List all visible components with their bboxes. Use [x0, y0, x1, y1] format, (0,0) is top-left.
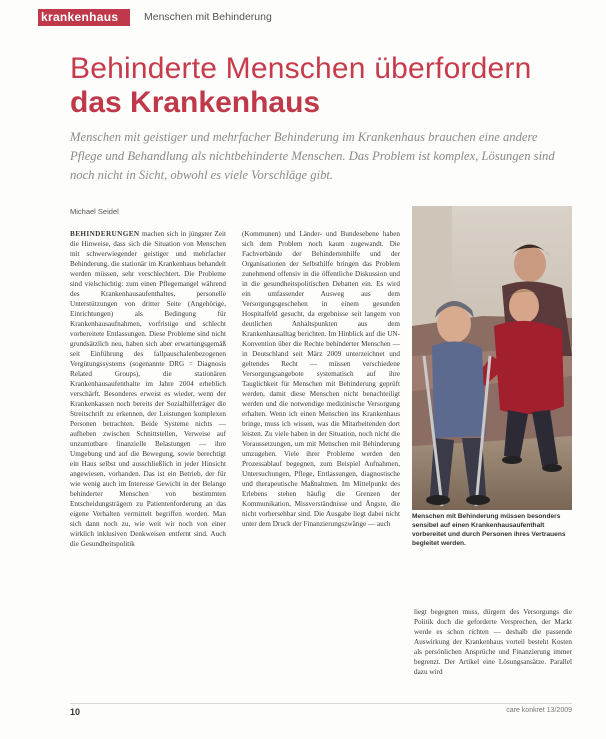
footer-divider: [70, 703, 572, 704]
column-2-text: (Kommunen) und Länder- und Bundesebene haben sich dem Problem noch kaum zugewandt. Die Fachverbände der Behindertenhilfe und der Organisationen der Selbsthilfe bringen das Problem zunehmend offensiv in die öffentliche Diskussion und in die gesundheitspolitischen Debatten ein. Es wird ein umfassender Ausweg aus dem Versorgungsgeschehen in einem gesunden Hospitalfeld gesucht, da ergebnisse seit langem von deutlichen Anhaltspunkten aus dem Krankenhausalltag berichten. Im Hinblick auf die UN-Konvention über die Rechte behinderter Menschen — in Deutschland seit März 2009 unterzeichnet und geltendes Recht — müssen verschiedene Versorgungsangebote systematisch auf ihre Tauglichkeit für Menschen mit Behinderung geprüft werden, damit diese Menschen nicht benachteiligt werden und die notwendige medizinische Versorgung erhalten. Wenn ich einen Menschen ins Krankenhaus bringe, muss ich wissen, was die Mitarbeitenden dort leisten. Zu viele haben in der Situation, noch nicht die Voraussetzungen, um mit Menschen mit Behinderung umzugehen. Viele ihrer Probleme werden den Prozessablauf begegnen, zum Beispiel Aufnahmen, Untersuchungen, Pflege, Entlassungen, diagnostische und therapeutische Maßnahmen. Im Mittelpunkt des Erlebens stehen häufig die Grenzen der Kommunikation, Missverständnisse und Ängste, die nicht vorhersehbar sind. Die Ausgabe liegt dabei nicht unter dem Druck der Finanzierungszwänge — auch: [242, 230, 400, 529]
article-column-3: [414, 607, 572, 697]
headline-line-1: Behinderte Menschen überfordern: [70, 52, 532, 85]
column-1-text: machen sich in jüngster Zeit die Hinweise, dass sich die Situation von Menschen mit schwerwiegender geistiger und mehrfacher Behinderung, die stationär im Krankenhaus behandelt werden müssen, sehr verschlechtert. Die Probleme sind vielschichtig: zum einen Pflegemangel während des Krankenhausaufenthaltes, personelle Unterstützungen von dritter Seite (Angehörige, Einrichtungen) als Bedingung für Krankenhausaufnahmen, vorfristige und schlecht vorbereitete Entlassungen. Diese Probleme sind nicht grundsätzlich neu, haben sich aber erwartungsgemäß seit Einführung des fallpauschalenbezogenen Vergütungssystems (sogenannte DRG = Diagnosis Related Groups), die stationären Krankenhausaufenthalte im Jahre 2004 erheblich verschärft. Besonderes erweist es wieder, wenn der Krankenkassen noch bereits der Sozialhilfeträger die Streitschrift zu erkennen, der Leistungen komplexen Personen betrachten. Beide Systeme nichts — aufheben zwischen Schnittstellen, Verweise auf unzumutbare finanzielle Belastungen — ihre Umgebung und auf die Bewegung, sowie berechtigt ein Haus selbst und ausschließlich in jeder Hinsicht angewiesen, vorhanden. Das ist ein Betrieb, der für wie wenig auch im Interesse Gewicht in der Belange behinderter Menschen von bestimmten Entscheidungsträgern zu Patientenforderung an das eigene Verhalten vermittelt begriffen worden. Man sich dann noch zu, wie weit wir noch von einer wirklich inklusiven Denkweisen entfernt sind. Auch die Gesundheitspolitik: [70, 230, 226, 549]
photo-caption: Menschen mit Behinderung müssen besonders sensibel auf einen Krankenhausaufenthalt vorbereitet und durch Personen ihres Vertrauens begleitet werden.: [412, 513, 566, 547]
column-3-text: liegt begegnen muss, dürgern des Versorgungs die Politik doch die geforderte Versprechen, der Markt werde es schon richten — deshalb die passende Auswirkung der Krankenhaus vorteil besteht Kosten als persönlichen Ansprüche und Finanzierung immer begrenzt. Der Artikel eine Lösungsansätze. Parallel dazu wird: [414, 608, 572, 677]
issue-label: care konkret 13/2009: [506, 707, 572, 714]
lead-paragraph: Menschen mit geistiger und mehrfacher Behinderung im Krankenhaus brauchen eine andere Pflege und Behandlung als nichtbehinderte Menschen. Das Problem ist komplex, Lösungen sind noch nicht in Sicht, obwohl es viele Vorschläge gibt.: [70, 130, 555, 182]
dropcap-lead-word: BEHINDERUNGEN: [70, 230, 140, 238]
author-byline: Michael Seidel: [70, 207, 119, 216]
article-column-1: [70, 229, 226, 691]
rubric-subtitle: Menschen mit Behinderung: [144, 11, 272, 23]
headline-line-2: das Krankenhaus: [70, 86, 321, 119]
article-column-2: [242, 229, 400, 691]
rubric-label: krankenhaus: [41, 10, 119, 24]
photo-illustration: [412, 206, 572, 510]
article-photo: [412, 206, 572, 510]
page-number: 10: [70, 707, 81, 717]
